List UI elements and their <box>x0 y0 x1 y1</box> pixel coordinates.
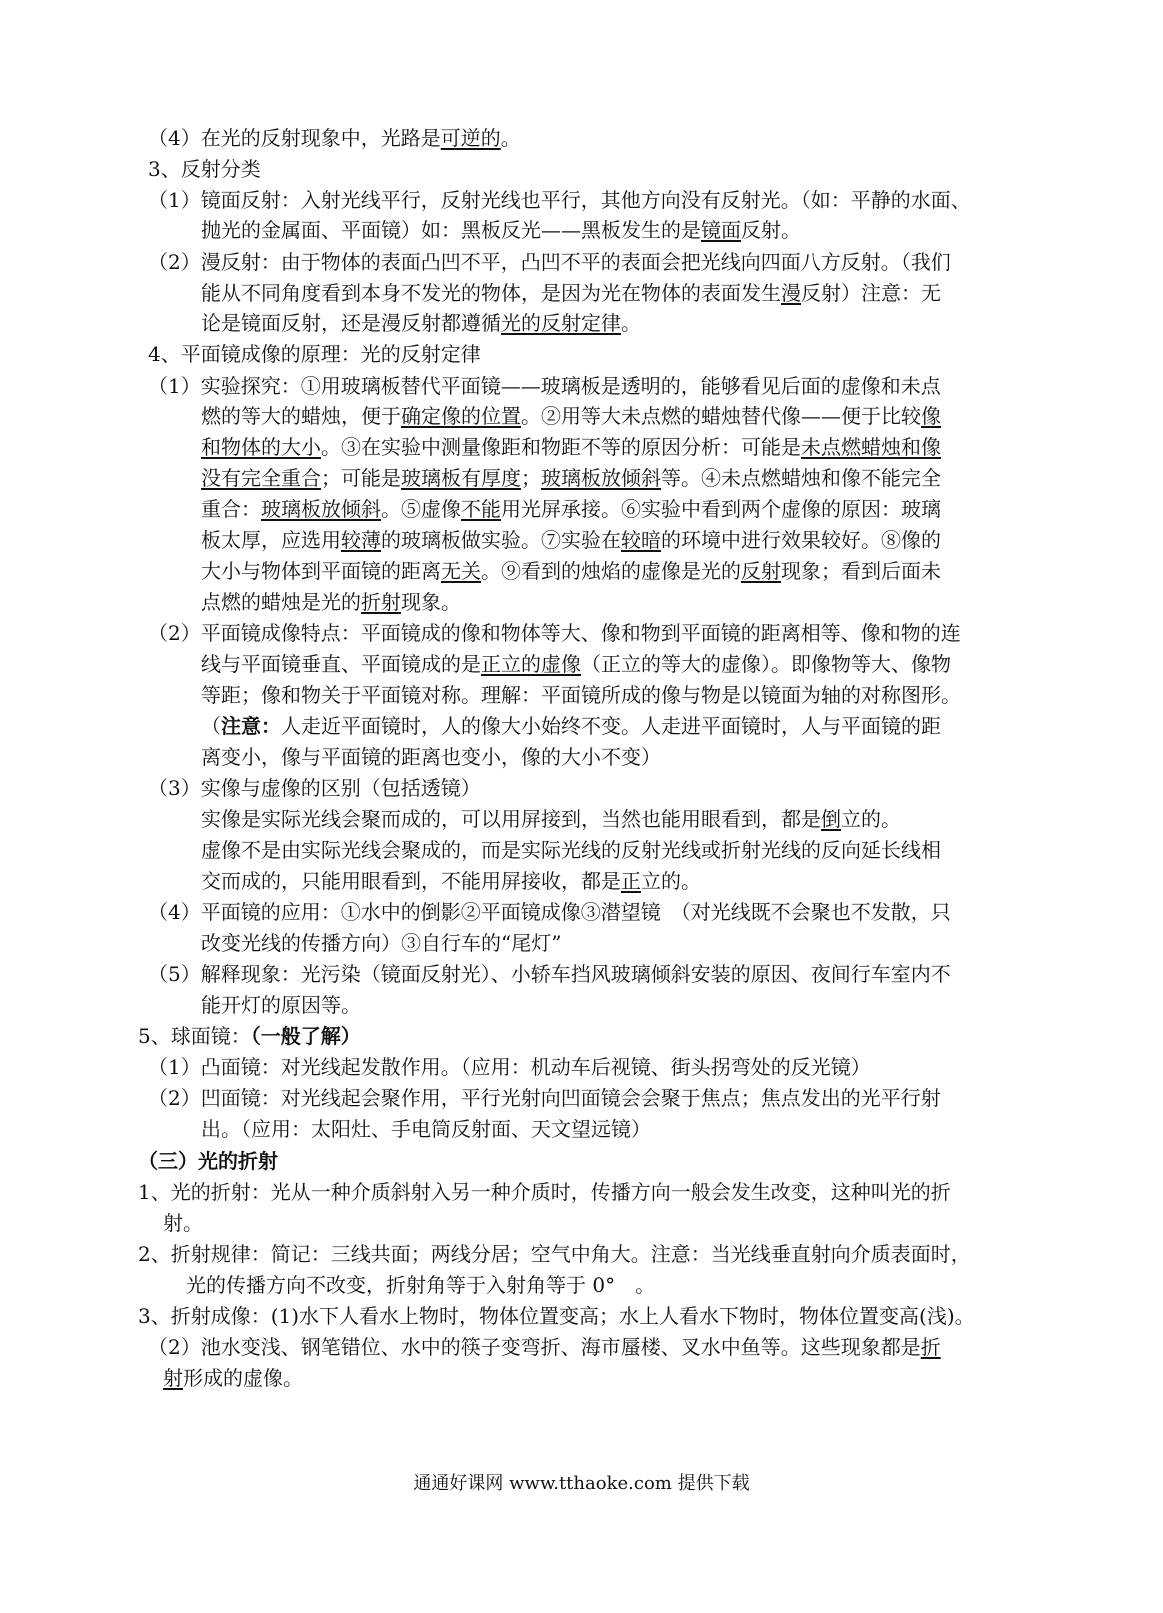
text-segment: 射。 <box>163 1211 203 1235</box>
text-segment: 反射。 <box>741 218 801 242</box>
text-segment: 3、折射成像：(1)水下人看水上物时，物体位置变高；水上人看水下物时，物体位置变高(浅)。 <box>138 1304 975 1328</box>
text-line <box>201 835 941 866</box>
text-segment: 4、平面镜成像的原理：光的反射定律 <box>148 342 481 366</box>
page-footer: 通通好课网 www.tthaoke.com 提供下载 <box>413 1473 750 1494</box>
text-segment: （1）镜面反射：入射光线平行，反射光线也平行，其他方向没有反射光。（如：平静的水面、 <box>148 188 971 212</box>
text-segment: （5）解释现象：光污染（镜面反射光）、小轿车挡风玻璃倾斜安装的原因、夜间行车室内不 <box>148 962 951 986</box>
text-line <box>201 308 641 339</box>
text-segment: （正立的等大的虚像）。即像物等大、像物 <box>581 652 951 676</box>
text-segment: 能开灯的原因等。 <box>201 993 361 1017</box>
text-segment: （2）平面镜成像特点：平面镜成的像和物体等大、像和物到平面镜的距离相等、像和物的连 <box>148 621 961 645</box>
text-line <box>138 1146 278 1177</box>
text-segment: 交而成的，只能用眼看到，不能用屏接收，都是 <box>201 869 621 893</box>
underlined-answer: 可逆的 <box>440 126 501 150</box>
text-line <box>148 773 481 804</box>
underlined-answer: 射 <box>163 1366 183 1390</box>
text-segment: 1、光的折射：光从一种介质斜射入另一种介质时，传播方向一般会发生改变，这种叫光的折 <box>138 1180 951 1204</box>
underlined-answer: 镜面 <box>701 218 741 242</box>
text-line <box>148 618 961 649</box>
text-line <box>201 463 941 494</box>
text-segment: 立的。 <box>641 869 701 893</box>
underlined-answer: 没有完全重合 <box>201 466 321 490</box>
text-segment: 出。（应用：太阳灶、手电筒反射面、天文望远镜） <box>201 1117 651 1141</box>
text-line <box>148 247 951 278</box>
text-line <box>201 742 661 773</box>
underlined-answer: 和物体的大小 <box>201 435 321 459</box>
text-segment: 等。④未点燃蜡烛和像不能完全 <box>661 466 941 490</box>
text-segment: 实像是实际光线会聚而成的，可以用屏接到，当然也能用眼看到，都是 <box>201 807 821 831</box>
text-line <box>148 371 941 402</box>
text-line <box>201 278 941 309</box>
text-line <box>201 525 941 556</box>
underlined-answer: 未点燃蜡烛和像 <box>801 435 941 459</box>
text-segment: 反射）注意：无 <box>801 281 941 305</box>
underlined-answer: 较暗 <box>621 528 661 552</box>
text-line <box>201 401 941 432</box>
text-line <box>148 959 951 990</box>
underlined-answer: 确定像的位置 <box>401 404 521 428</box>
text-segment: 光的传播方向不改变，折射角等于入射角等于 0° 。 <box>186 1273 656 1297</box>
underlined-answer: 倒 <box>821 807 841 831</box>
text-line <box>148 154 261 185</box>
underlined-answer: 光的反射定律 <box>501 311 621 335</box>
underlined-answer: 不能 <box>461 497 501 521</box>
text-line <box>201 928 561 959</box>
text-segment: 。③在实验中测量像距和物距不等的原因分析：可能是 <box>321 435 801 459</box>
underlined-answer: 反射 <box>741 559 781 583</box>
text-segment: 大小与物体到平面镜的距离 <box>201 559 441 583</box>
text-line <box>148 897 951 928</box>
underlined-answer: 无关 <box>441 559 481 583</box>
text-segment: 5、球面镜： <box>138 1024 251 1048</box>
underlined-answer: 漫 <box>781 281 801 305</box>
text-segment: 用光屏承接。⑥实验中看到两个虚像的原因：玻璃 <box>501 497 941 521</box>
text-line <box>201 432 941 463</box>
text-line <box>186 1270 655 1301</box>
underlined-answer: 玻璃板放倾斜 <box>541 466 661 490</box>
text-line <box>163 1363 303 1394</box>
text-line <box>201 1114 651 1145</box>
text-line <box>201 990 361 1021</box>
text-segment: 燃的等大的蜡烛，便于 <box>201 404 401 428</box>
text-segment: 3、反射分类 <box>148 157 261 181</box>
text-segment: 的玻璃板做实验。⑦实验在 <box>381 528 621 552</box>
text-segment: （ <box>201 714 221 738</box>
text-segment: 能从不同角度看到本身不发光的物体，是因为光在物体的表面发生 <box>201 281 781 305</box>
text-segment: 立的。 <box>841 807 901 831</box>
text-segment: 板太厚，应选用 <box>201 528 341 552</box>
text-segment: 。⑨看到的烛焰的虚像是光的 <box>481 559 741 583</box>
text-segment: 。 <box>500 126 521 150</box>
text-segment: 。⑤虚像 <box>381 497 461 521</box>
text-segment: （1）凸面镜：对光线起发散作用。（应用：机动车后视镜、街头拐弯处的反光镜） <box>148 1055 871 1079</box>
text-line <box>148 123 521 154</box>
bold-text: 注意： <box>221 714 281 738</box>
text-segment: 离变小，像与平面镜的距离也变小，像的大小不变） <box>201 745 661 769</box>
text-segment: 现象；看到后面未 <box>781 559 941 583</box>
text-segment: 点燃的蜡烛是光的 <box>201 590 361 614</box>
text-line <box>138 1177 951 1208</box>
text-line <box>138 1301 975 1332</box>
text-segment: 虚像不是由实际光线会聚成的，而是实际光线的反射光线或折射光线的反向延长线相 <box>201 838 941 862</box>
text-segment: ；可能是 <box>321 466 401 490</box>
underlined-answer: 折射 <box>361 590 401 614</box>
underlined-answer: 玻璃板有厚度 <box>401 466 521 490</box>
text-line <box>201 866 701 897</box>
text-segment: （2）池水变浅、钢笔错位、水中的筷子变弯折、海市蜃楼、叉水中鱼等。这些现象都是 <box>148 1335 921 1359</box>
text-line <box>201 804 901 835</box>
text-segment: ； <box>521 466 541 490</box>
text-line <box>201 587 461 618</box>
underlined-answer: 正立的虚像 <box>481 652 581 676</box>
text-line <box>148 1083 941 1114</box>
text-line <box>148 339 481 370</box>
text-segment: 重合： <box>201 497 261 521</box>
text-segment: 等距；像和物关于平面镜对称。理解：平面镜所成的像与物是以镜面为轴的对称图形。 <box>201 683 961 707</box>
text-segment: 的环境中进行效果较好。⑧像的 <box>661 528 941 552</box>
text-segment: 人走近平面镜时，人的像大小始终不变。人走进平面镜时，人与平面镜的距 <box>281 714 941 738</box>
text-line <box>163 1208 203 1239</box>
text-segment: 线与平面镜垂直、平面镜成的是 <box>201 652 481 676</box>
text-segment: （3）实像与虚像的区别（包括透镜） <box>148 776 481 800</box>
text-line <box>138 1239 971 1270</box>
text-line <box>201 680 961 711</box>
underlined-answer: 正 <box>621 869 641 893</box>
text-segment: 抛光的金属面、平面镜）如：黑板反光——黑板发生的是 <box>201 218 701 242</box>
text-line <box>201 556 941 587</box>
text-segment: （2）漫反射：由于物体的表面凸凹不平，凸凹不平的表面会把光线向四面八方反射。（我们 <box>148 250 951 274</box>
text-line <box>148 185 971 216</box>
text-segment: 2、折射规律：简记：三线共面；两线分居；空气中角大。注意：当光线垂直射向介质表面时， <box>138 1242 971 1266</box>
bold-text: （三）光的折射 <box>138 1149 278 1173</box>
text-segment: （4）平面镜的应用：①水中的倒影②平面镜成像③潜望镜 （对光线既不会聚也不发散，只 <box>148 900 951 924</box>
text-line <box>148 1332 941 1363</box>
text-segment: 改变光线的传播方向）③自行车的“尾灯” <box>201 931 562 955</box>
text-segment: 形成的虚像。 <box>183 1366 303 1390</box>
text-segment: 。 <box>621 311 641 335</box>
text-segment: 。②用等大未点燃的蜡烛替代像——便于比较 <box>521 404 921 428</box>
text-line <box>201 215 801 246</box>
text-segment: 论是镜面反射，还是漫反射都遵循 <box>201 311 501 335</box>
underlined-answer: 像 <box>921 404 941 428</box>
text-line <box>201 649 951 680</box>
text-line <box>201 494 941 525</box>
text-line <box>201 711 941 742</box>
bold-text: （一般了解） <box>250 1024 361 1048</box>
text-segment: （4）在光的反射现象中，光路是 <box>148 126 441 150</box>
underlined-answer: 较薄 <box>341 528 381 552</box>
underlined-answer: 折 <box>920 1335 941 1359</box>
underlined-answer: 玻璃板放倾斜 <box>261 497 381 521</box>
text-segment: （2）凹面镜：对光线起会聚作用，平行光射向凹面镜会会聚于焦点；焦点发出的光平行射 <box>148 1086 941 1110</box>
text-segment: （1）实验探究：①用玻璃板替代平面镜——玻璃板是透明的，能够看见后面的虚像和未点 <box>148 374 941 398</box>
text-line <box>138 1021 361 1052</box>
text-segment: 现象。 <box>401 590 461 614</box>
text-line <box>148 1052 871 1083</box>
